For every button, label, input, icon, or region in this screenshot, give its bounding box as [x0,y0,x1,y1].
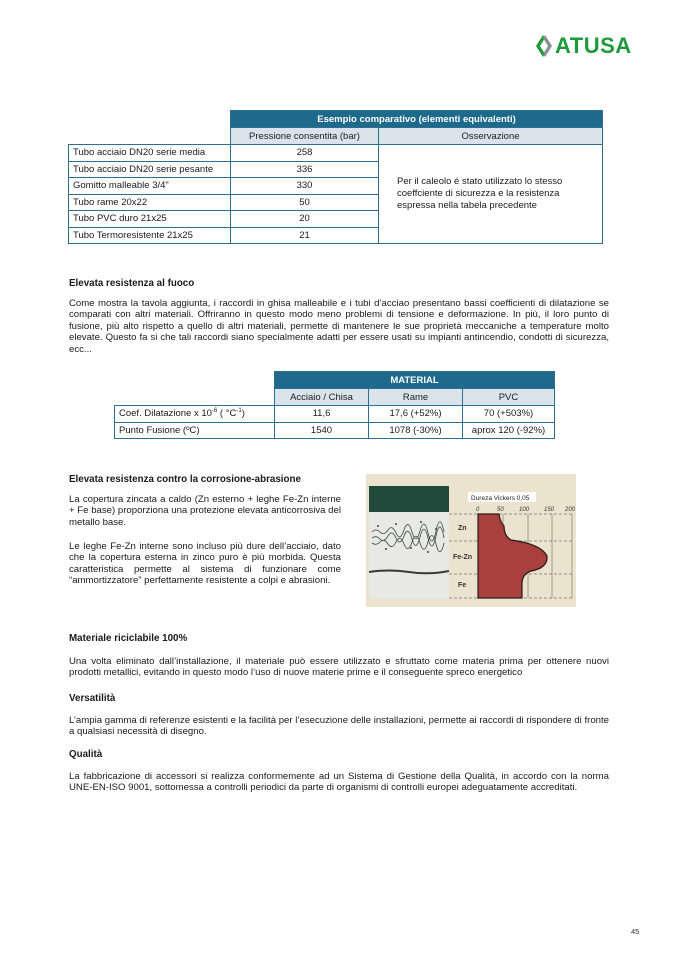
page-number: 45 [631,927,640,936]
column-header-copper: Rame [369,389,463,406]
micrograph-hardness-chart [366,474,576,607]
atusa-logo [535,34,632,58]
paragraph-corrosion-2: Le leghe Fe-Zn interne sono incluso più dure dell’acciaio, dato che la copertura esterna in zinco puro è più morbida. Questa caratteristica permette al sistema di funzionare come “ammortizzatore” perfettamente resistente a colpi e abrasioni. [69,541,341,587]
row-label: Gomitto malleable 3/4" [69,178,231,195]
row-value: 258 [231,145,379,162]
column-header-steel: Acciaio / Chisa [275,389,369,406]
hardness-figure [366,474,576,607]
row-label: Tubo acciaio DN20 serie pesante [69,161,231,178]
heading-corrosion: Elevata resistenza contro la corrosione-abrasione [69,474,301,485]
comparison-table [68,110,603,244]
row-value: 21 [231,227,379,244]
heading-recyclable: Materiale riciclabile 100% [69,633,188,644]
row-value: 336 [231,161,379,178]
svg-text:50: 50 [497,507,504,513]
column-header-pressure: Pressione consentita (bar) [231,128,379,145]
svg-text:100: 100 [519,507,530,513]
svg-text:200: 200 [565,507,576,513]
heading-quality: Qualità [69,749,103,760]
paragraph-fire-resistance: Come mostra la tavola aggiunta, i raccordi in ghisa malleabile e i tubi d’acciao presentano bassi coefficienti di dilatazione se comparati con altri materiali. Offriranno in questo modo meno problemi di tensione e deformazione. In più, il loro punto di fusione, più alto rispetto a quello di altri materiali, permette di mantenere le sue proprietà meccaniche a temperature molto elevate. Questo fa si che tali raccordi siano specialmente adatti per essere usati su impianti antincendio, condotti di sicurezza, ecc... [69,298,609,355]
row-value: 20 [231,211,379,228]
material-table [114,371,555,439]
comparison-table-title: Esempio comparativo (elementi equivalenti) [231,111,603,128]
heading-fire-resistance: Elevata resistenza al fuoco [69,278,195,289]
svg-text:Zn: Zn [458,525,467,532]
paragraph-recyclable: Una volta eliminato dall’installazione, il materiale può essere utilizzato e sfruttato come materia prima per ottenere nuovi prodotti metallici, evitando in questo modo l’uso di nuove materie prime e il conseguente spreco energetico [69,656,609,679]
row-value: 50 [231,194,379,211]
svg-text:Fe-Zn: Fe-Zn [453,554,473,561]
row-value: 330 [231,178,379,195]
svg-text:150: 150 [544,507,555,513]
column-header-pvc: PVC [463,389,555,406]
figure-title: Dureza Vickers 0,05 [471,495,530,502]
row-label: Tubo PVC duro 21x25 [69,211,231,228]
row-label: Tubo acciaio DN20 serie media [69,145,231,162]
row-value: 70 (+503%) [463,406,555,423]
logo-diamond-icon [535,34,553,58]
paragraph-versatility: L’ampia gamma di referenze esistenti e la facilità per l’esecuzione delle installazioni, permette ai raccordi di rispondere di fronte a qualsiasi necessità di disegno. [69,715,609,738]
logo-text: ATUSA [555,33,632,58]
row-value: 11,6 [275,406,369,423]
paragraph-quality: La fabbricazione di accessori si realizza conformemente ad un Sistema di Gestione della Qualità, in accordo con la norma UNE-EN-ISO 9001, sottomessa a controlli periodici da parte di organismi di controlli europei adeguatamente accreditati. [69,771,609,794]
observation-cell: Per il caleolo é stato utilizzato lo stesso coeffciente di sicurezza e la resistenza espressa nella tabela precedente [379,145,603,244]
row-label: Tubo rame 20x22 [69,194,231,211]
svg-text:Fe: Fe [458,582,467,589]
row-value: aprox 120 (-92%) [463,422,555,439]
row-value: 17,6 (+52%) [369,406,463,423]
paragraph-corrosion-1: La copertura zincata a caldo (Zn esterno + leghe Fe-Zn interne + Fe base) proporziona una protezione elevata anticorrosiva del metallo base. [69,494,341,528]
column-header-observation: Osservazione [379,128,603,145]
table-row [115,422,555,439]
row-label: Punto Fusione (ºC) [115,422,275,439]
heading-versatility: Versatilità [69,693,116,704]
table-row [115,406,555,423]
row-label: Coef. Dilatazione x $10^{-6}$ ( $^\circ C^{-1}$) [115,406,275,423]
material-table-title: MATERIAL [275,372,555,389]
svg-text:0: 0 [476,507,480,513]
table-row [69,145,603,162]
row-value: 1540 [275,422,369,439]
row-label: Tubo Termoresistente 21x25 [69,227,231,244]
row-value: 1078 (-30%) [369,422,463,439]
